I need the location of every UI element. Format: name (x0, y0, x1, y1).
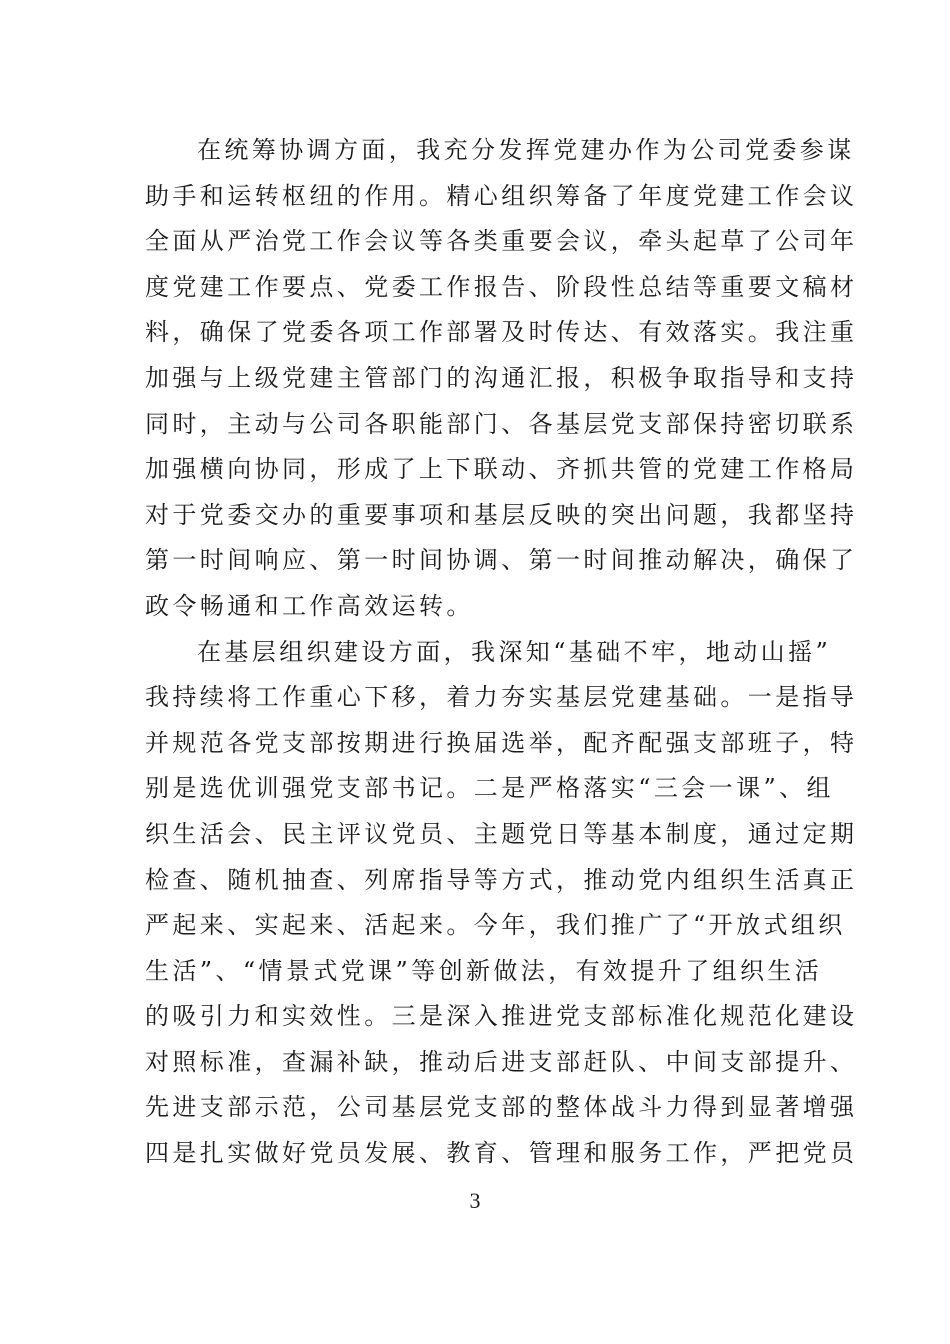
text-line: 对于党委交办的重要事项和基层反映的突出问题，我都坚持 (145, 500, 858, 529)
text-line: 料，确保了党委各项工作部署及时传达、有效落实。我注重 (145, 318, 858, 347)
text-line: 织生活会、民主评议党员、主题党日等基本制度，通过定期 (145, 819, 858, 848)
text-line: 同时，主动与公司各职能部门、各基层党支部保持密切联系 (145, 409, 858, 438)
text-line: 政令畅通和工作高效运转。 (145, 591, 474, 620)
paragraph-grassroots (145, 630, 858, 1177)
text-line: 助手和运转枢纽的作用。精心组织筹备了年度党建工作会议 (145, 181, 858, 210)
text-line: 在基层组织建设方面，我深知“基础不牢，地动山摇” (197, 637, 832, 666)
text-line: 加强横向协同，形成了上下联动、齐抓共管的党建工作格局 (145, 455, 858, 484)
text-line: 第一时间响应、第一时间协调、第一时间推动解决，确保了 (145, 546, 858, 575)
text-line: 对照标准，查漏补缺，推动后进支部赶队、中间支部提升、 (145, 1047, 858, 1076)
text-line: 我持续将工作重心下移，着力夯实基层党建基础。一是指导 (145, 683, 858, 712)
text-line: 加强与上级党建主管部门的沟通汇报，积极争取指导和支持 (145, 363, 858, 392)
text-line: 度党建工作要点、党委工作报告、阶段性总结等重要文稿材 (145, 272, 858, 301)
text-line: 的吸引力和实效性。三是深入推进党支部标准化规范化建设 (145, 1002, 858, 1031)
text-line: 严起来、实起来、活起来。今年，我们推广了“开放式组织 (145, 911, 846, 940)
document-body (145, 128, 858, 1177)
text-line: 生活”、“情景式党课”等创新做法，有效提升了组织生活 (145, 956, 823, 985)
text-line: 先进支部示范，公司基层党支部的整体战斗力得到显著增强 (145, 1093, 858, 1122)
page-number: 3 (469, 1188, 481, 1213)
text-line: 在统筹协调方面，我充分发挥党建办作为公司党委参谋 (197, 136, 855, 164)
text-line: 四是扎实做好党员发展、教育、管理和服务工作，严把党员 (145, 1139, 858, 1168)
paragraph-coordination (145, 128, 858, 630)
text-line: 并规范各党支部按期进行换届选举，配齐配强支部班子，特 (145, 728, 858, 757)
text-line: 别是选优训强党支部书记。二是严格落实“三会一课”、组 (145, 774, 834, 803)
text-line: 全面从严治党工作会议等各类重要会议，牵头起草了公司年 (145, 227, 858, 256)
text-line: 检查、随机抽查、列席指导等方式，推动党内组织生活真正 (145, 865, 858, 894)
